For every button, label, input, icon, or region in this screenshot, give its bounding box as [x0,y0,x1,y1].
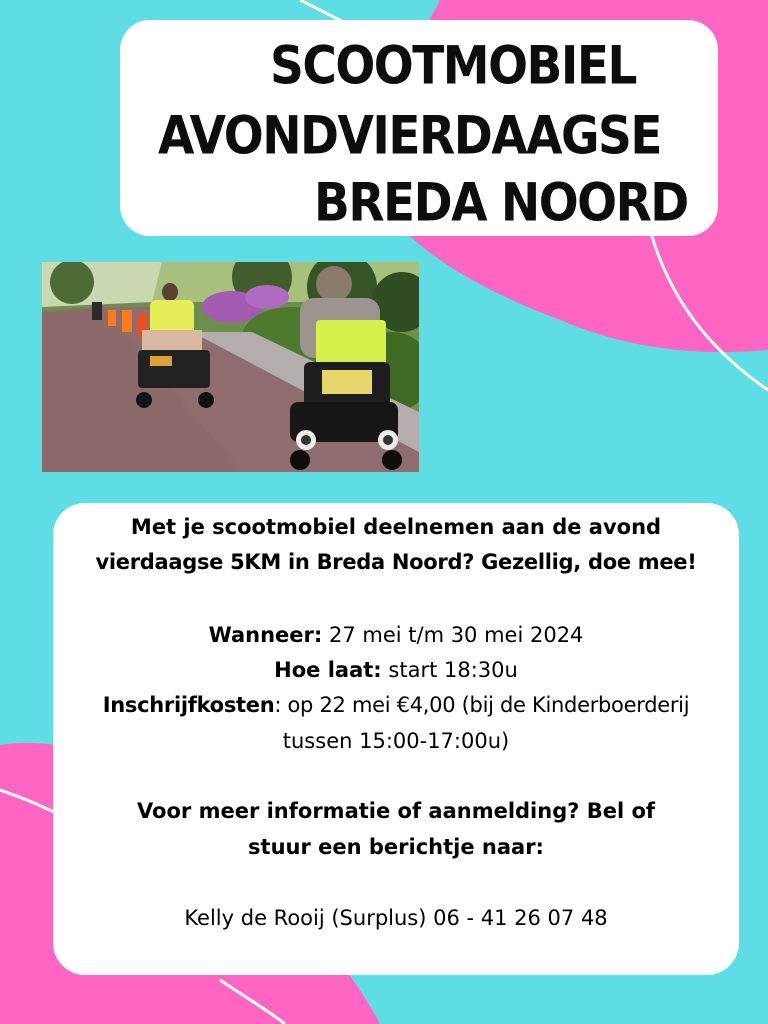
when-value: 27 mei t/m 30 mei 2024 [322,623,584,647]
info-box [53,503,739,975]
when-label: Wanneer: [208,623,323,647]
contact-line: Kelly de Rooij (Surplus) 06 - 41 26 07 48 [184,906,608,930]
intro-line-2: vierdaagse 5KM in Breda Noord? Gezellig, doe mee! [95,550,697,574]
fee-row [53,695,739,716]
info-line-2: stuur een berichtje naar: [248,835,544,859]
scootmobiel-photo [42,262,419,472]
fee-row-2: tussen 15:00-17:00u) [282,729,510,753]
when-row [53,625,739,646]
fee-value: : op 22 mei €4,00 (bij de Kinderboerderij [274,693,690,717]
fee-label: Inschrijfkosten [102,693,275,717]
title-line-3: BREDA NOORD [314,172,688,235]
title-box [120,20,718,236]
title-line-1: SCOOTMOBIEL [270,35,636,98]
time-value: start 18:30u [381,658,518,682]
info-line-1: Voor meer informatie of aanmelding? Bel of [136,799,656,823]
time-label: Hoe laat: [274,658,382,682]
title-line-2: AVONDVIERDAAGSE [158,105,661,168]
time-row [53,660,739,681]
intro-line-1: Met je scootmobiel deelnemen aan de avond [130,515,662,539]
